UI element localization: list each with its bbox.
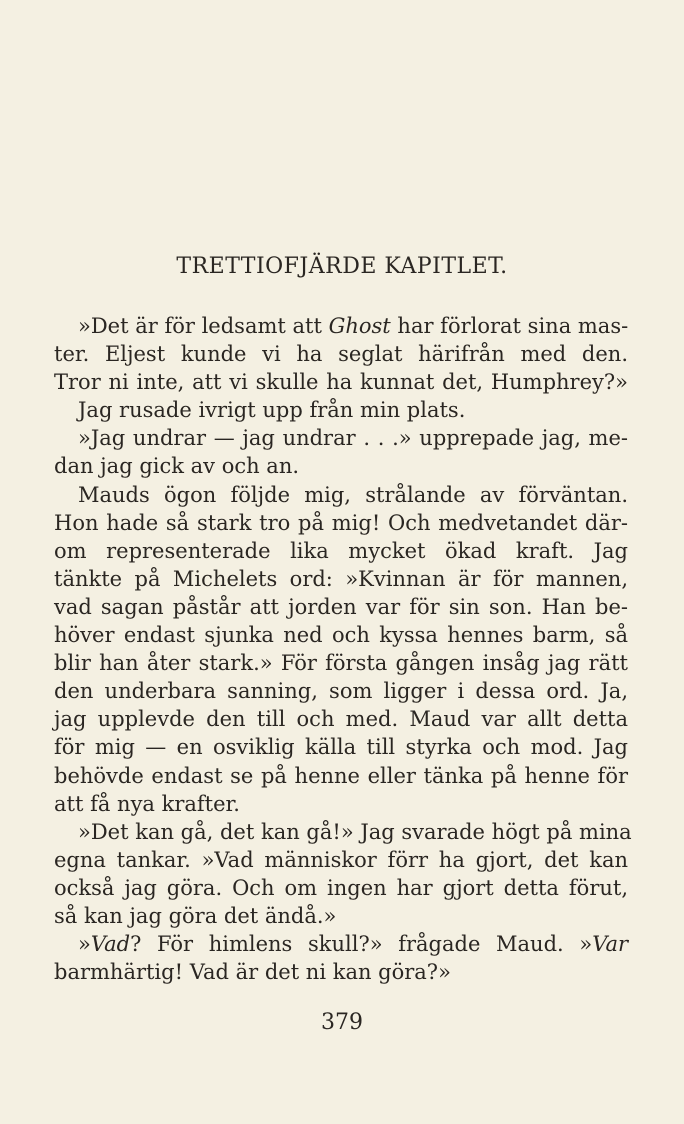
text-line: också jag göra. Och om ingen har gjort detta förut, bbox=[54, 875, 628, 900]
text-line: »Det kan gå, det kan gå!» Jag svarade högt på mina bbox=[78, 819, 632, 844]
text-line: jag upplevde den till och med. Maud var allt detta bbox=[54, 707, 628, 732]
text-line: »Jag undrar — jag undrar . . .» upprepade jag, me- bbox=[78, 426, 628, 451]
page-number: 379 bbox=[321, 1010, 363, 1035]
text-line: Jag rusade ivrigt upp från min plats. bbox=[78, 398, 466, 423]
text-line: så kan jag göra det ändå.» bbox=[54, 903, 337, 928]
text-line: Tror ni inte, att vi skulle ha kunnat det, Humphrey?» bbox=[54, 370, 628, 395]
text-line: blir han åter stark.» För första gången insåg jag rätt bbox=[54, 651, 628, 676]
text-line: att få nya krafter. bbox=[54, 791, 240, 816]
text-line: egna tankar. »Vad människor förr ha gjort, det kan bbox=[54, 847, 628, 872]
chapter-heading: TRETTIOFJÄRDE KAPITLET. bbox=[176, 254, 508, 279]
text-line: ter. Eljest kunde vi ha seglat härifrån med den. bbox=[54, 342, 628, 367]
text-line: Mauds ögon följde mig, strålande av förväntan. bbox=[78, 482, 628, 507]
body-text bbox=[54, 312, 632, 986]
text-line: Hon hade så stark tro på mig! Och medvetandet där- bbox=[54, 510, 628, 535]
text-line: höver endast sjunka ned och kyssa hennes barm, så bbox=[54, 623, 628, 648]
text-line: »Det är för ledsamt att Ghost har förlorat sina mas- bbox=[78, 314, 629, 338]
text-line: behövde endast se på henne eller tänka på henne för bbox=[54, 763, 628, 788]
text-line: vad sagan påstår att jorden var för sin son. Han be- bbox=[54, 594, 628, 619]
text-line: om representerade lika mycket ökad kraft. Jag bbox=[54, 538, 628, 563]
text-line: »Vad? För himlens skull?» frågade Maud. »Var bbox=[78, 932, 628, 957]
text-line: tänkte på Michelets ord: »Kvinnan är för mannen, bbox=[54, 566, 628, 591]
text-line: för mig — en osviklig källa till styrka och mod. Jag bbox=[54, 735, 628, 760]
text-line: barmhärtig! Vad är det ni kan göra?» bbox=[54, 960, 451, 985]
text-line: dan jag gick av och an. bbox=[54, 454, 300, 479]
text-line: den underbara sanning, som ligger i dessa ord. Ja, bbox=[54, 679, 628, 704]
